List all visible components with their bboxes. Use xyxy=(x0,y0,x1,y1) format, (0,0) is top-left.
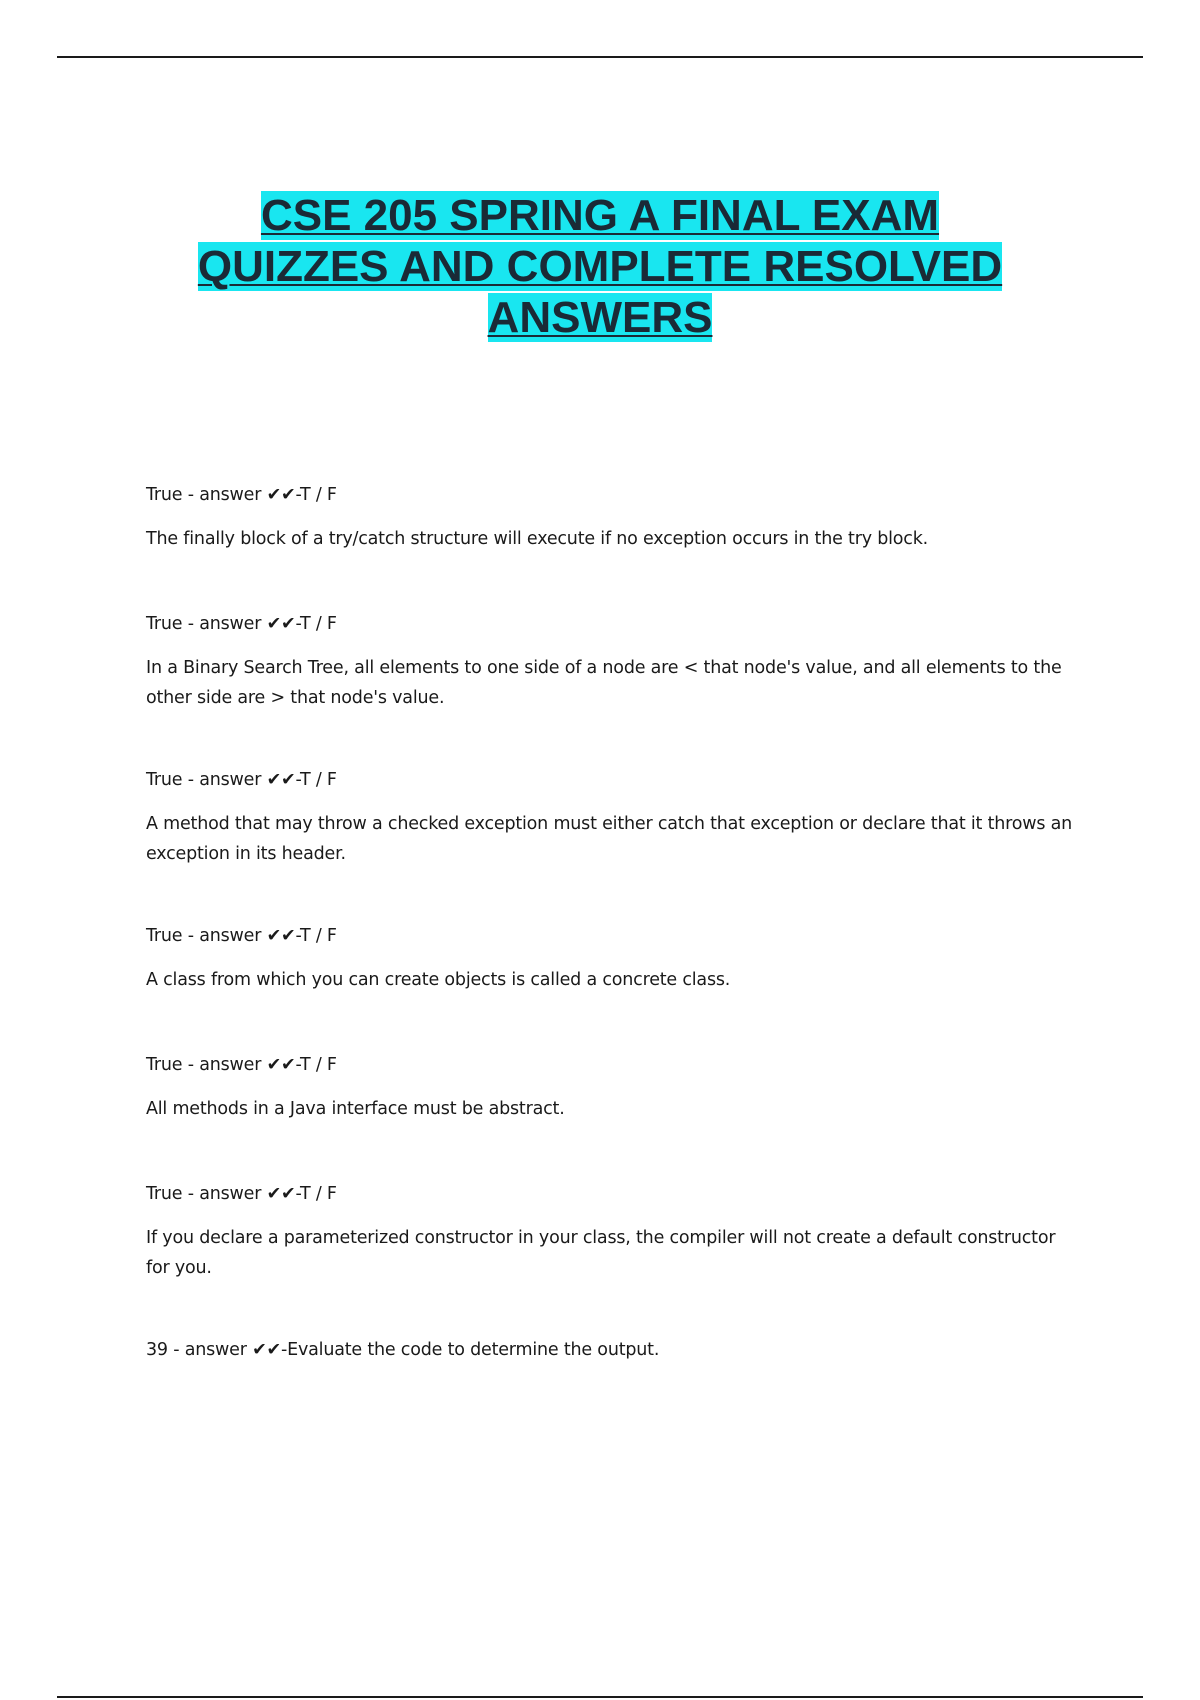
answer-line: 39 - answer ✔✔-Evaluate the code to determine the output. xyxy=(146,1340,660,1360)
qa-item xyxy=(146,1179,1076,1283)
question-line: All methods in a Java interface must be abstract. xyxy=(146,1099,565,1119)
qa-item xyxy=(146,1050,1076,1124)
qa-item xyxy=(146,1335,1076,1365)
qa-item xyxy=(146,765,1076,869)
answer-line: True - answer ✔✔-T / F xyxy=(146,485,337,505)
bottom-rule xyxy=(57,1696,1143,1698)
answer-line: True - answer ✔✔-T / F xyxy=(146,926,337,946)
question-line: If you declare a parameterized constructor in your class, the compiler will not create a default constructor for you. xyxy=(146,1228,1056,1278)
title-line-1: CSE 205 SPRING A FINAL EXAM xyxy=(260,191,940,240)
answer-line: True - answer ✔✔-T / F xyxy=(146,1184,337,1204)
answer-line: True - answer ✔✔-T / F xyxy=(146,770,337,790)
title-line-2: QUIZZES AND COMPLETE RESOLVED xyxy=(197,242,1003,291)
top-rule xyxy=(57,56,1143,58)
qa-item xyxy=(146,480,1076,554)
document-title xyxy=(0,190,1200,343)
answer-line: True - answer ✔✔-T / F xyxy=(146,614,337,634)
title-line-3: ANSWERS xyxy=(487,293,713,342)
qa-item xyxy=(146,609,1076,713)
question-line: In a Binary Search Tree, all elements to one side of a node are < that node's value, and all elements to the other side are > that node's value. xyxy=(146,658,1062,708)
question-line: A method that may throw a checked exception must either catch that exception or declare that it throws an exception in its header. xyxy=(146,814,1073,864)
question-line: A class from which you can create objects is called a concrete class. xyxy=(146,970,731,990)
qa-list xyxy=(146,480,1076,1365)
question-line: The finally block of a try/catch structure will execute if no exception occurs in the try block. xyxy=(146,529,929,549)
qa-item xyxy=(146,921,1076,995)
answer-line: True - answer ✔✔-T / F xyxy=(146,1055,337,1075)
